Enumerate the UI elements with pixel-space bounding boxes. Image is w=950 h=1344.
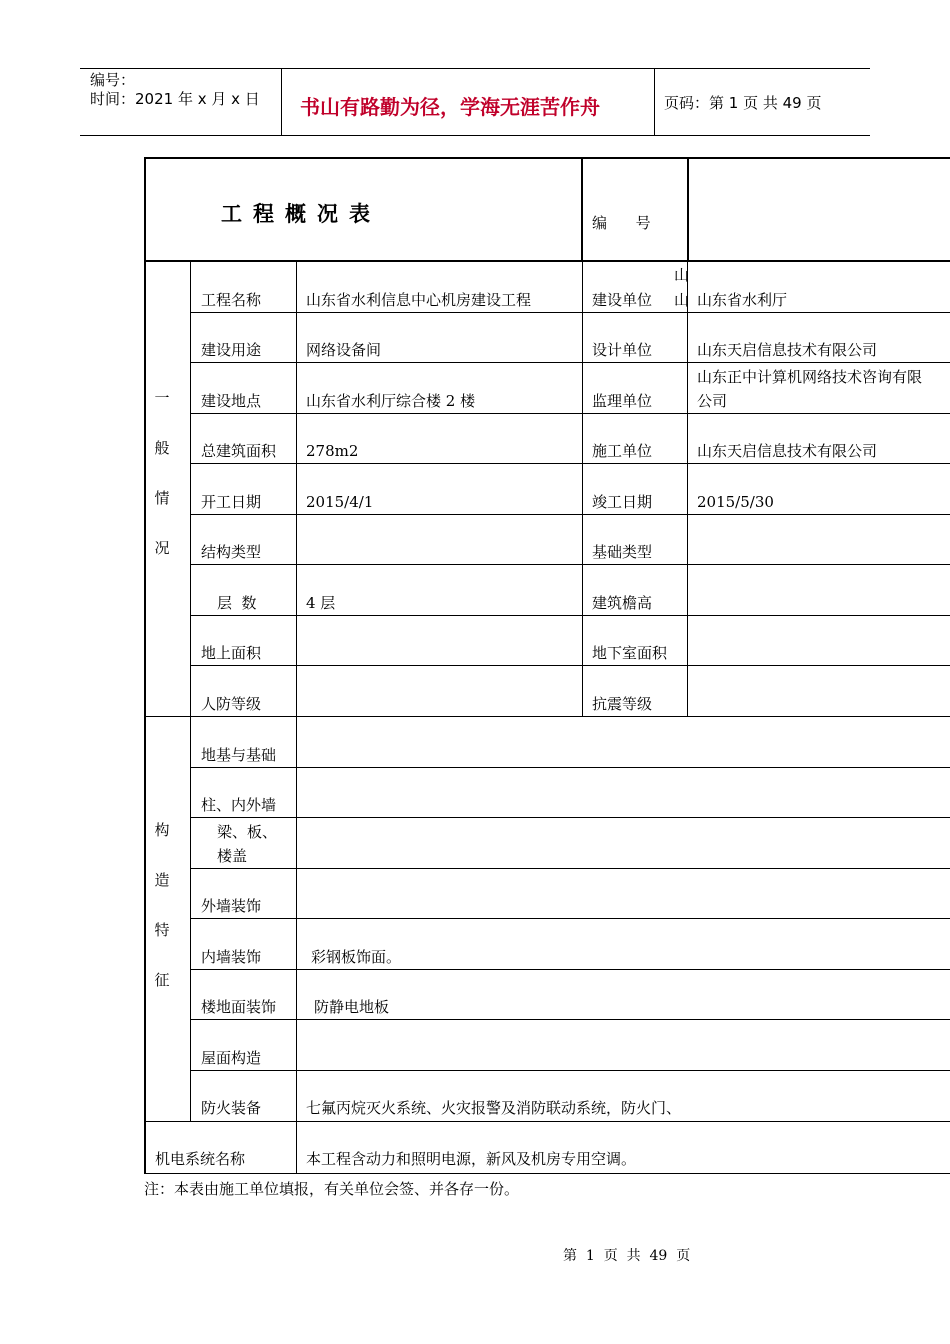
start-date-label: 开工日期 xyxy=(201,493,262,511)
designer-value: 山东天启信息技术有限公司 xyxy=(697,341,878,359)
row-line xyxy=(190,868,950,869)
section-general-char: 况 xyxy=(154,539,170,557)
table-border-bottom xyxy=(144,1173,950,1174)
general-column-divider-2 xyxy=(582,262,583,717)
mep-value: 本工程含动力和照明电源，新风及机房专用空调。 xyxy=(306,1150,637,1168)
fire-equipment-label: 防火装备 xyxy=(201,1099,262,1117)
table-border-left xyxy=(144,157,146,1174)
total-area-label: 总建筑面积 xyxy=(201,442,277,460)
contractor-label: 施工单位 xyxy=(592,442,653,460)
supervisor-label: 监理单位 xyxy=(592,392,653,410)
floors-value: 4 层 xyxy=(306,594,336,612)
supervisor-value-line2: 公司 xyxy=(697,392,728,410)
header-divider-left xyxy=(281,68,282,136)
title-row-divider-1 xyxy=(581,157,583,262)
completion-date-value: 2015/5/30 xyxy=(697,493,774,511)
owner-stray-char-top: 山 xyxy=(674,266,690,284)
location-value: 山东省水利厅综合楼 2 楼 xyxy=(306,392,476,410)
row-line xyxy=(190,665,950,666)
owner-value: 山东省水利厅 xyxy=(697,291,788,309)
beams-slabs-label-line1: 梁、板、 xyxy=(217,823,278,841)
section-structure-char: 特 xyxy=(154,921,170,939)
row-line xyxy=(190,918,950,919)
label-column-divider xyxy=(296,262,297,1173)
interior-finish-value: 彩钢板饰面。 xyxy=(311,948,402,966)
row-line xyxy=(190,564,950,565)
project-name-value: 山东省水利信息中心机房建设工程 xyxy=(306,291,532,309)
section-structure-char: 构 xyxy=(154,821,170,839)
roof-label: 屋面构造 xyxy=(201,1049,262,1067)
row-line xyxy=(190,817,950,818)
row-line xyxy=(190,514,950,515)
general-column-divider-3 xyxy=(687,262,688,717)
title-row-divider-2 xyxy=(687,157,689,262)
interior-finish-label: 内墙装饰 xyxy=(201,948,262,966)
row-line xyxy=(190,615,950,616)
table-note: 注：本表由施工单位填报，有关单位会签、并各存一份。 xyxy=(144,1180,520,1198)
section-general-char: 般 xyxy=(154,439,170,457)
page-footer: 第 1 页 共 49 页 xyxy=(563,1248,691,1264)
header-divider-right xyxy=(654,68,655,136)
civil-defense-label: 人防等级 xyxy=(201,695,262,713)
mep-label: 机电系统名称 xyxy=(155,1150,246,1168)
section-general-char: 一 xyxy=(154,389,170,407)
table-title-row-bottom xyxy=(144,260,950,262)
start-date-value: 2015/4/1 xyxy=(306,493,374,511)
location-label: 建设地点 xyxy=(201,392,262,410)
section-structure-char: 造 xyxy=(154,871,170,889)
section-boundary-general xyxy=(144,716,950,717)
row-line xyxy=(190,1019,950,1020)
section-general-char: 情 xyxy=(154,489,170,507)
usage-value: 网络设备间 xyxy=(306,341,382,359)
row-line xyxy=(190,413,950,414)
floor-finish-label: 楼地面装饰 xyxy=(201,998,277,1016)
row-line xyxy=(190,312,950,313)
header-number-label: 编号： xyxy=(90,71,136,89)
row-line xyxy=(190,362,950,363)
header-top-rule xyxy=(80,68,870,69)
columns-walls-label: 柱、内外墙 xyxy=(201,796,277,814)
owner-stray-char-mid: 山 xyxy=(674,291,690,309)
row-line xyxy=(190,1070,950,1071)
fire-equipment-value: 七氟丙烷灭火系统、火灾报警及消防联动系统，防火门、 xyxy=(306,1099,682,1117)
header-motto: 书山有路勤为径，学海无涯苦作舟 xyxy=(300,95,600,119)
designer-label: 设计单位 xyxy=(592,341,653,359)
table-border-top xyxy=(144,157,950,159)
floor-finish-value: 防静电地板 xyxy=(314,998,390,1016)
number-label: 编 号 xyxy=(592,214,651,232)
contractor-value: 山东天启信息技术有限公司 xyxy=(697,442,878,460)
beams-slabs-label-line2: 楼盖 xyxy=(217,847,248,865)
section-boundary-structure xyxy=(144,1121,950,1122)
eave-height-label: 建筑檐高 xyxy=(592,594,653,612)
owner-label: 建设单位 xyxy=(592,291,653,309)
row-line xyxy=(190,767,950,768)
usage-label: 建设用途 xyxy=(201,341,262,359)
section-column-divider xyxy=(190,262,191,1121)
row-line xyxy=(190,969,950,970)
header-bottom-rule xyxy=(80,135,870,136)
above-ground-area-label: 地上面积 xyxy=(201,644,262,662)
header-time-label: 时间：2021 年 x 月 x 日 xyxy=(90,90,260,108)
header-page-info: 页码：第 1 页 共 49 页 xyxy=(664,94,822,112)
seismic-grade-label: 抗震等级 xyxy=(592,695,653,713)
table-title: 工程概况表 xyxy=(221,202,381,226)
row-line xyxy=(190,463,950,464)
floors-label: 层 数 xyxy=(217,594,257,612)
section-structure-char: 征 xyxy=(154,971,170,989)
foundation-label: 地基与基础 xyxy=(201,746,277,764)
project-name-label: 工程名称 xyxy=(201,291,262,309)
exterior-finish-label: 外墙装饰 xyxy=(201,897,262,915)
completion-date-label: 竣工日期 xyxy=(592,493,653,511)
foundation-type-label: 基础类型 xyxy=(592,543,653,561)
basement-area-label: 地下室面积 xyxy=(592,644,668,662)
structure-type-label: 结构类型 xyxy=(201,543,262,561)
total-area-value: 278m2 xyxy=(306,442,359,460)
supervisor-value-line1: 山东正中计算机网络技术咨询有限 xyxy=(697,368,923,386)
